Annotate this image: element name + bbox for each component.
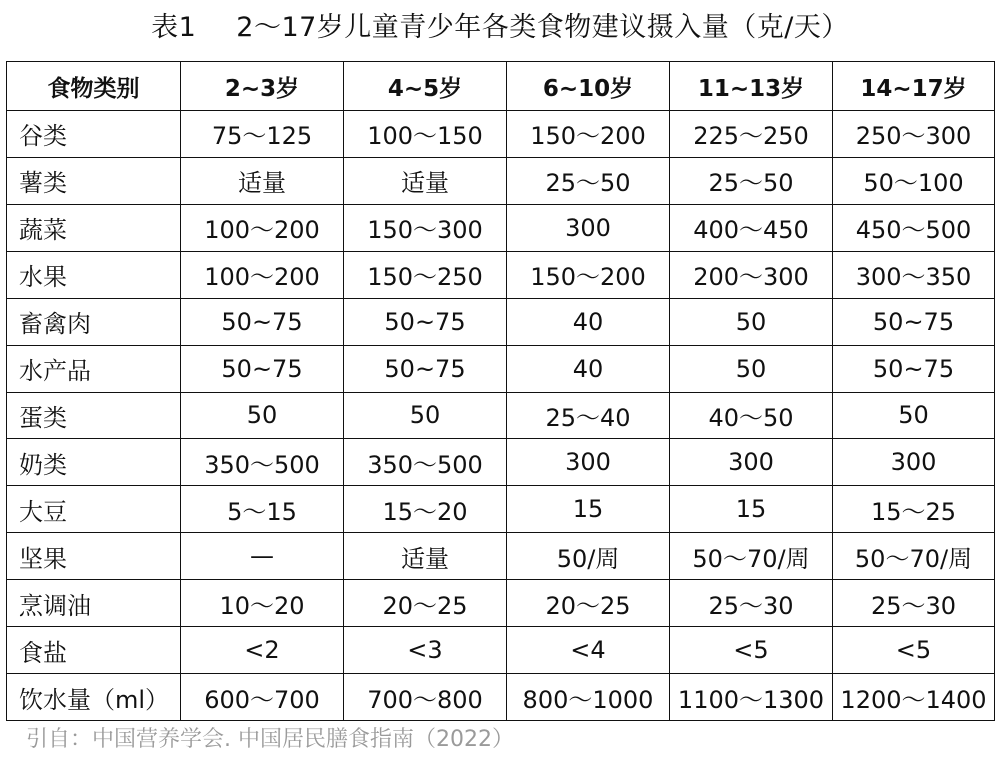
- table-row: [7, 111, 995, 158]
- cell-food-category: 饮水量（ml）: [7, 674, 181, 721]
- cell-age-11-13: 50～70/周: [670, 533, 833, 580]
- table-title: [0, 8, 1000, 48]
- cell-age-11-13: 25～30: [670, 580, 833, 627]
- header-age-4-5: 4~5岁: [344, 62, 507, 111]
- cell-age-2-3: 50~75: [181, 298, 344, 345]
- cell-age-4-5: 100～150: [344, 111, 507, 158]
- cell-age-6-10: 40: [507, 298, 670, 345]
- cell-age-14-17: 300～350: [833, 251, 995, 298]
- table-title-text: 2～17岁儿童青少年各类食物建议摄入量（克/天）: [236, 12, 849, 43]
- cell-age-14-17: 50~75: [833, 345, 995, 392]
- cell-age-4-5: 150～300: [344, 204, 507, 251]
- cell-age-2-3: 100～200: [181, 251, 344, 298]
- table-row: [7, 580, 995, 627]
- table-row: [7, 298, 995, 345]
- cell-food-category: 食盐: [7, 627, 181, 674]
- cell-food-category: 水产品: [7, 345, 181, 392]
- cell-age-11-13: 225～250: [670, 111, 833, 158]
- cell-food-category: 大豆: [7, 486, 181, 533]
- header-age-2-3: 2~3岁: [181, 62, 344, 111]
- cell-age-11-13: 300: [670, 439, 833, 486]
- cell-food-category: 坚果: [7, 533, 181, 580]
- cell-age-4-5: 350～500: [344, 439, 507, 486]
- cell-age-6-10: <4: [507, 627, 670, 674]
- cell-age-11-13: 1100～1300: [670, 674, 833, 721]
- table-row: [7, 627, 995, 674]
- cell-age-6-10: 150～200: [507, 111, 670, 158]
- cell-age-11-13: 25～50: [670, 157, 833, 204]
- cell-food-category: 谷类: [7, 111, 181, 158]
- cell-age-11-13: 50: [670, 345, 833, 392]
- cell-age-6-10: 20～25: [507, 580, 670, 627]
- cell-age-4-5: 50: [344, 392, 507, 439]
- cell-age-11-13: 200～300: [670, 251, 833, 298]
- table-row: [7, 345, 995, 392]
- cell-age-2-3: <2: [181, 627, 344, 674]
- cell-age-14-17: 15～25: [833, 486, 995, 533]
- cell-food-category: 奶类: [7, 439, 181, 486]
- cell-age-2-3: —: [181, 533, 344, 580]
- cell-age-4-5: 700～800: [344, 674, 507, 721]
- cell-age-4-5: 适量: [344, 533, 507, 580]
- cell-age-11-13: 50: [670, 298, 833, 345]
- cell-age-4-5: 适量: [344, 157, 507, 204]
- cell-age-4-5: 15～20: [344, 486, 507, 533]
- table-row: [7, 392, 995, 439]
- cell-age-6-10: 25～40: [507, 392, 670, 439]
- cell-age-14-17: 1200～1400: [833, 674, 995, 721]
- cell-age-14-17: 50: [833, 392, 995, 439]
- header-row: [7, 62, 995, 111]
- cell-age-14-17: 450～500: [833, 204, 995, 251]
- table-row: [7, 486, 995, 533]
- cell-age-11-13: 15: [670, 486, 833, 533]
- cell-age-2-3: 75～125: [181, 111, 344, 158]
- food-intake-table: [6, 61, 995, 721]
- cell-age-11-13: 40～50: [670, 392, 833, 439]
- cell-age-2-3: 50~75: [181, 345, 344, 392]
- cell-age-2-3: 50: [181, 392, 344, 439]
- table-number: 表1: [151, 12, 197, 43]
- cell-age-4-5: 50~75: [344, 345, 507, 392]
- cell-food-category: 畜禽肉: [7, 298, 181, 345]
- table-row: [7, 674, 995, 721]
- cell-age-2-3: 5～15: [181, 486, 344, 533]
- cell-age-14-17: 50～70/周: [833, 533, 995, 580]
- cell-food-category: 蛋类: [7, 392, 181, 439]
- table-row: [7, 204, 995, 251]
- header-food-category: 食物类别: [7, 62, 181, 111]
- cell-age-4-5: 150～250: [344, 251, 507, 298]
- cell-age-2-3: 600～700: [181, 674, 344, 721]
- table-body: [7, 111, 995, 721]
- cell-age-6-10: 800～1000: [507, 674, 670, 721]
- cell-age-4-5: <3: [344, 627, 507, 674]
- cell-age-4-5: 50~75: [344, 298, 507, 345]
- cell-age-14-17: 50~75: [833, 298, 995, 345]
- cell-age-2-3: 100～200: [181, 204, 344, 251]
- cell-age-4-5: 20～25: [344, 580, 507, 627]
- cell-age-6-10: 25～50: [507, 157, 670, 204]
- header-age-11-13: 11~13岁: [670, 62, 833, 111]
- cell-age-14-17: 250～300: [833, 111, 995, 158]
- source-citation: 引自：中国营养学会. 中国居民膳食指南（2022）: [26, 727, 514, 752]
- cell-age-6-10: 300: [507, 204, 670, 251]
- cell-age-2-3: 适量: [181, 157, 344, 204]
- cell-food-category: 烹调油: [7, 580, 181, 627]
- cell-age-6-10: 40: [507, 345, 670, 392]
- cell-age-6-10: 15: [507, 486, 670, 533]
- cell-age-11-13: <5: [670, 627, 833, 674]
- table-row: [7, 251, 995, 298]
- cell-age-14-17: <5: [833, 627, 995, 674]
- cell-food-category: 水果: [7, 251, 181, 298]
- header-age-6-10: 6~10岁: [507, 62, 670, 111]
- cell-age-6-10: 50/周: [507, 533, 670, 580]
- cell-food-category: 薯类: [7, 157, 181, 204]
- table-row: [7, 439, 995, 486]
- table-row: [7, 157, 995, 204]
- cell-age-6-10: 300: [507, 439, 670, 486]
- table-row: [7, 533, 995, 580]
- cell-age-6-10: 150～200: [507, 251, 670, 298]
- cell-food-category: 蔬菜: [7, 204, 181, 251]
- cell-age-14-17: 25～30: [833, 580, 995, 627]
- cell-age-14-17: 50～100: [833, 157, 995, 204]
- header-age-14-17: 14~17岁: [833, 62, 995, 111]
- cell-age-2-3: 350～500: [181, 439, 344, 486]
- cell-age-14-17: 300: [833, 439, 995, 486]
- cell-age-2-3: 10～20: [181, 580, 344, 627]
- cell-age-11-13: 400～450: [670, 204, 833, 251]
